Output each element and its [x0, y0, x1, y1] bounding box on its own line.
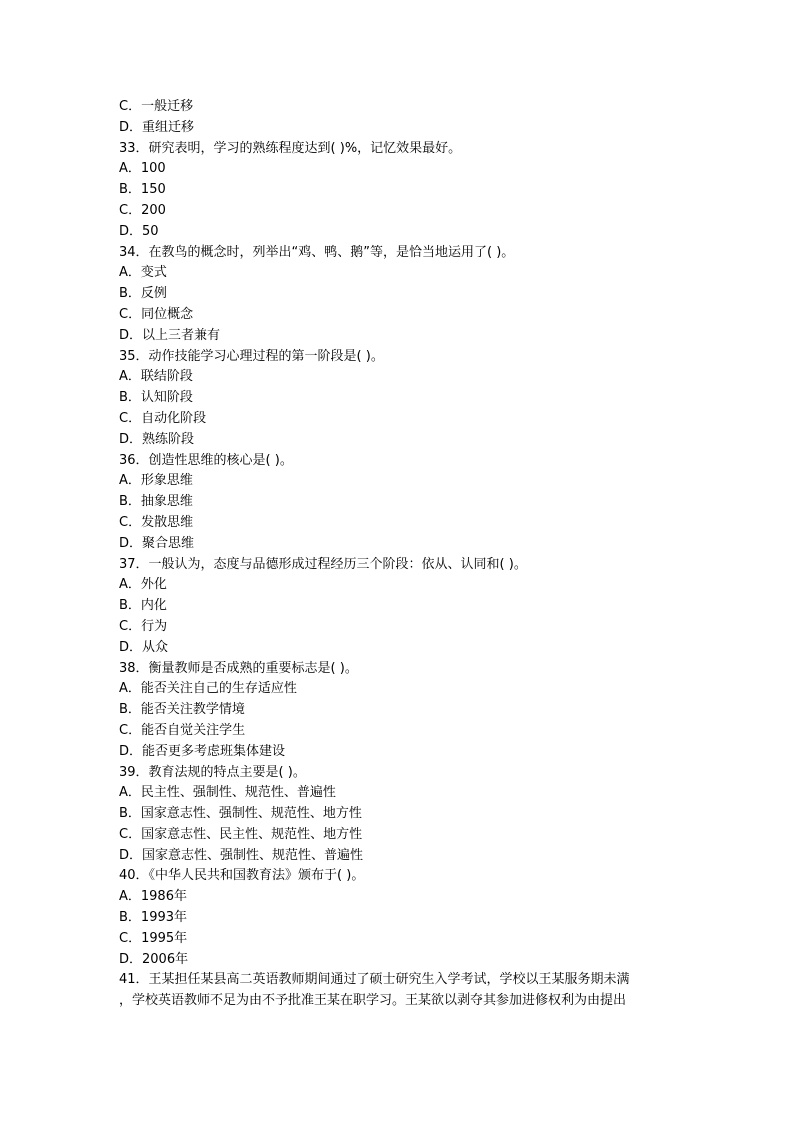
- option-35a: A．联结阶段: [119, 369, 193, 385]
- question-41-continued: ，学校英语教师不足为由不予批准王某在职学习。王某欲以剥夺其参加进修权利为由提出: [119, 993, 627, 1009]
- option-35c: C．自动化阶段: [119, 410, 207, 426]
- question-39: 39．教育法规的特点主要是( )。: [119, 764, 306, 780]
- option-38d: D．能否更多考虑班集体建设: [119, 743, 286, 759]
- option-33d: D．50: [119, 223, 159, 239]
- question-38: 38．衡量教师是否成熟的重要标志是( )。: [119, 660, 358, 676]
- option-40c: C．1995年: [119, 930, 188, 946]
- option-36c: C．发散思维: [119, 514, 194, 530]
- option-37a: A．外化: [119, 577, 167, 593]
- option-39a: A．民主性、强制性、规范性、普遍性: [119, 785, 336, 801]
- option-38b: B．能否关注教学情境: [119, 702, 245, 718]
- option-35d: D．熟练阶段: [119, 431, 195, 447]
- option-34c: C．同位概念: [119, 306, 194, 322]
- option-33c: C．200: [119, 202, 166, 218]
- option-37c: C．行为: [119, 618, 168, 634]
- question-40: 40．《中华人民共和国教育法》颁布于( )。: [119, 868, 365, 884]
- option-37d: D．从众: [119, 639, 169, 655]
- question-37: 37．一般认为，态度与品德形成过程经历三个阶段：依从、认同和( )。: [119, 556, 527, 572]
- option-33a: A．100: [119, 161, 166, 177]
- option-34d: D．以上三者兼有: [119, 327, 221, 343]
- question-35: 35．动作技能学习心理过程的第一阶段是( )。: [119, 348, 384, 364]
- option-37b: B．内化: [119, 598, 167, 614]
- question-41: 41．王某担任某县高二英语教师期间通过了硕士研究生入学考试，学校以王某服务期未满: [119, 972, 630, 988]
- option-36a: A．形象思维: [119, 473, 193, 489]
- question-34: 34．在教鸟的概念时，列举出“鸡、鸭、鹅”等，是恰当地运用了( )。: [119, 244, 515, 260]
- option-32d: D．重组迁移: [119, 119, 195, 135]
- option-34b: B．反例: [119, 286, 167, 302]
- option-39d: D．国家意志性、强制性、规范性、普遍性: [119, 847, 364, 863]
- option-39c: C．国家意志性、民主性、规范性、地方性: [119, 826, 363, 842]
- option-34a: A．变式: [119, 265, 167, 281]
- option-40d: D．2006年: [119, 951, 189, 967]
- option-36d: D．聚合思维: [119, 535, 195, 551]
- option-40a: A．1986年: [119, 889, 187, 905]
- option-38c: C．能否自觉关注学生: [119, 722, 246, 738]
- option-39b: B．国家意志性、强制性、规范性、地方性: [119, 806, 362, 822]
- option-38a: A．能否关注自己的生存适应性: [119, 681, 297, 697]
- option-33b: B．150: [119, 182, 166, 198]
- question-36: 36．创造性思维的核心是( )。: [119, 452, 293, 468]
- option-32c: C．一般迁移: [119, 99, 194, 114]
- option-40b: B．1993年: [119, 910, 188, 926]
- option-35b: B．认知阶段: [119, 390, 193, 406]
- question-33: 33．研究表明，学习的熟练程度达到( )%，记忆效果最好。: [119, 140, 462, 156]
- document-body: [119, 97, 679, 1012]
- option-36b: B．抽象思维: [119, 494, 193, 510]
